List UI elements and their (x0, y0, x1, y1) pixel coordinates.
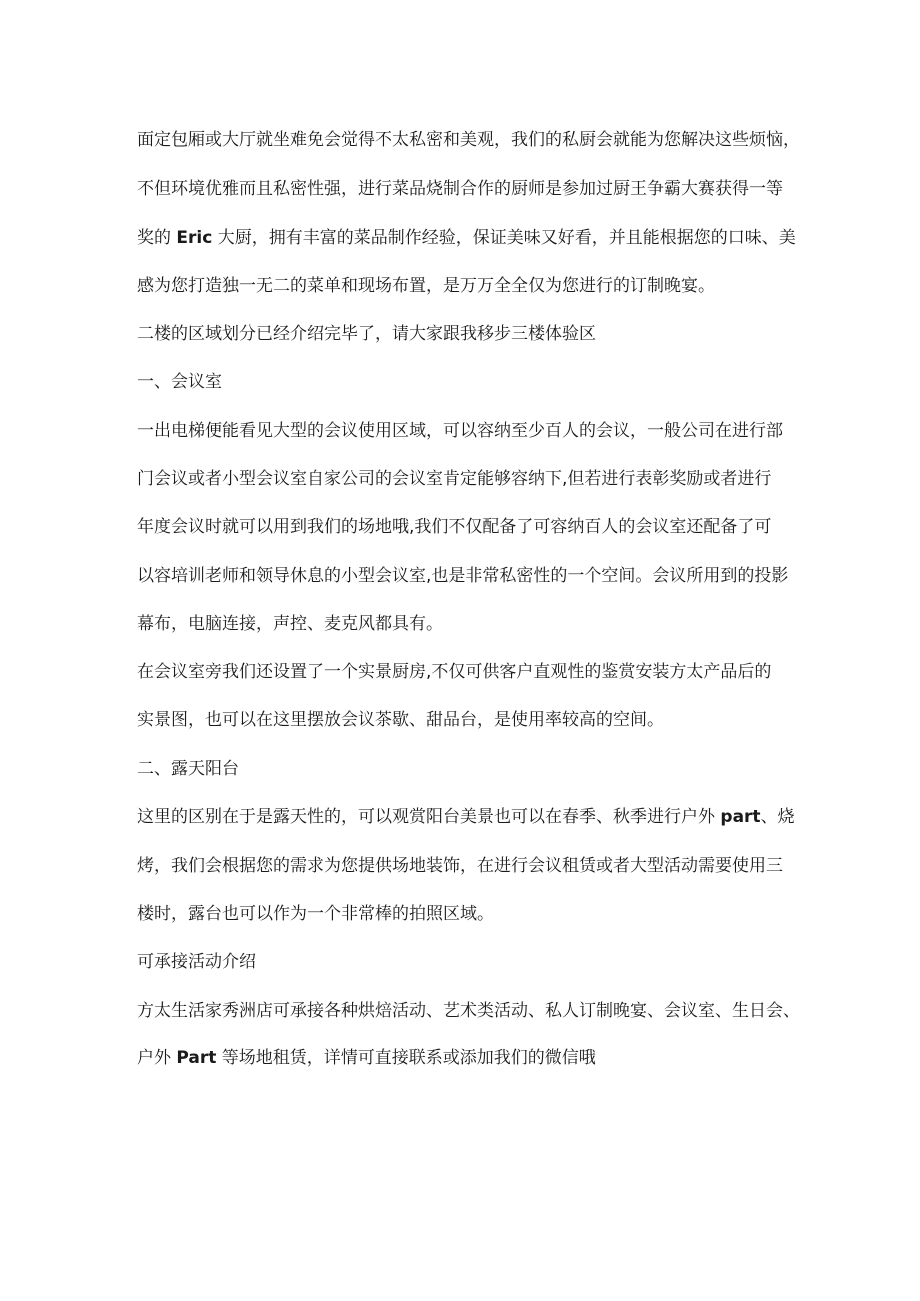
text-line (137, 516, 771, 538)
text-line (137, 1000, 800, 1022)
text-segment: 二、露天阳台 (137, 759, 239, 779)
bold-text-segment: Part (176, 1048, 217, 1068)
text-segment: 这里的区别在于是露天性的，可以观赏阳台美景也可以在春季、秋季进行户外 (137, 807, 721, 827)
text-line (137, 806, 795, 828)
text-segment: 实景图，也可以在这里摆放会议茶歇、甜品台，是使用率较高的空间。 (137, 710, 664, 730)
text-segment: 幕布，电脑连接，声控、麦克风都具有。 (137, 614, 443, 634)
text-segment: 不但环境优雅而且私密性强，进行菜品烧制合作的厨师是参加过厨王争霸大赛获得一等 (137, 179, 783, 199)
text-line (137, 323, 596, 345)
text-segment: 在会议室旁我们还设置了一个实景厨房,不仅可供客户直观性的鉴赏安装方太产品后的 (137, 662, 772, 682)
text-line (137, 420, 783, 442)
text-segment: 等场地租赁，详情可直接联系或添加我们的微信哦 (216, 1048, 596, 1068)
text-segment: 门会议或者小型会议室自家公司的会议室肯定能够容纳下,但若进行表彰奖励或者进行 (137, 469, 772, 489)
text-line (137, 661, 771, 683)
text-segment: 方太生活家秀洲店可承接各种烘焙活动、艺术类活动、私人订制晚宴、会议室、生日会、 (137, 1001, 800, 1021)
text-segment: 二楼的区域划分已经介绍完毕了，请大家跟我移步三楼体验区 (137, 324, 596, 344)
text-line (137, 613, 443, 635)
text-segment: 一出电梯便能看见大型的会议使用区域，可以容纳至少百人的会议，一般公司在进行部 (137, 421, 783, 441)
text-line (137, 227, 796, 249)
text-line (137, 709, 664, 731)
text-segment: 奖的 (137, 228, 177, 248)
text-segment: 户外 (137, 1048, 177, 1068)
text-line (137, 129, 800, 151)
bold-text-segment: part (720, 807, 761, 827)
text-segment: 年度会议时就可以用到我们的场地哦,我们不仅配备了可容纳百人的会议室还配备了可 (137, 517, 772, 537)
section-heading (137, 951, 256, 973)
section-heading (137, 758, 239, 780)
text-segment: 感为您打造独一无二的菜单和现场布置，是万万全全仅为您进行的订制晚宴。 (137, 276, 715, 296)
text-segment: 、烧 (760, 807, 795, 827)
text-line (137, 565, 788, 587)
text-segment: 以容培训老师和领导休息的小型会议室,也是非常私密性的一个空间。会议所用到的投影 (137, 566, 789, 586)
text-line (137, 1047, 596, 1069)
text-segment: 面定包厢或大厅就坐难免会觉得不太私密和美观，我们的私厨会就能为您解决这些烦恼， (137, 130, 800, 150)
text-line (137, 275, 715, 297)
text-line (137, 468, 771, 490)
text-segment: 可承接活动介绍 (137, 952, 256, 972)
text-segment: 烤，我们会根据您的需求为您提供场地装饰，在进行会议租赁或者大型活动需要使用三 (137, 856, 783, 876)
text-line (137, 855, 783, 877)
bold-text-segment: Eric (176, 228, 213, 248)
text-segment: 楼时，露台也可以作为一个非常棒的拍照区域。 (137, 904, 494, 924)
section-heading (137, 371, 222, 393)
text-segment: 一、会议室 (137, 372, 222, 392)
text-segment: 大厨，拥有丰富的菜品制作经验，保证美味又好看，并且能根据您的口味、美 (212, 228, 796, 248)
text-line (137, 903, 494, 925)
text-line (137, 178, 783, 200)
